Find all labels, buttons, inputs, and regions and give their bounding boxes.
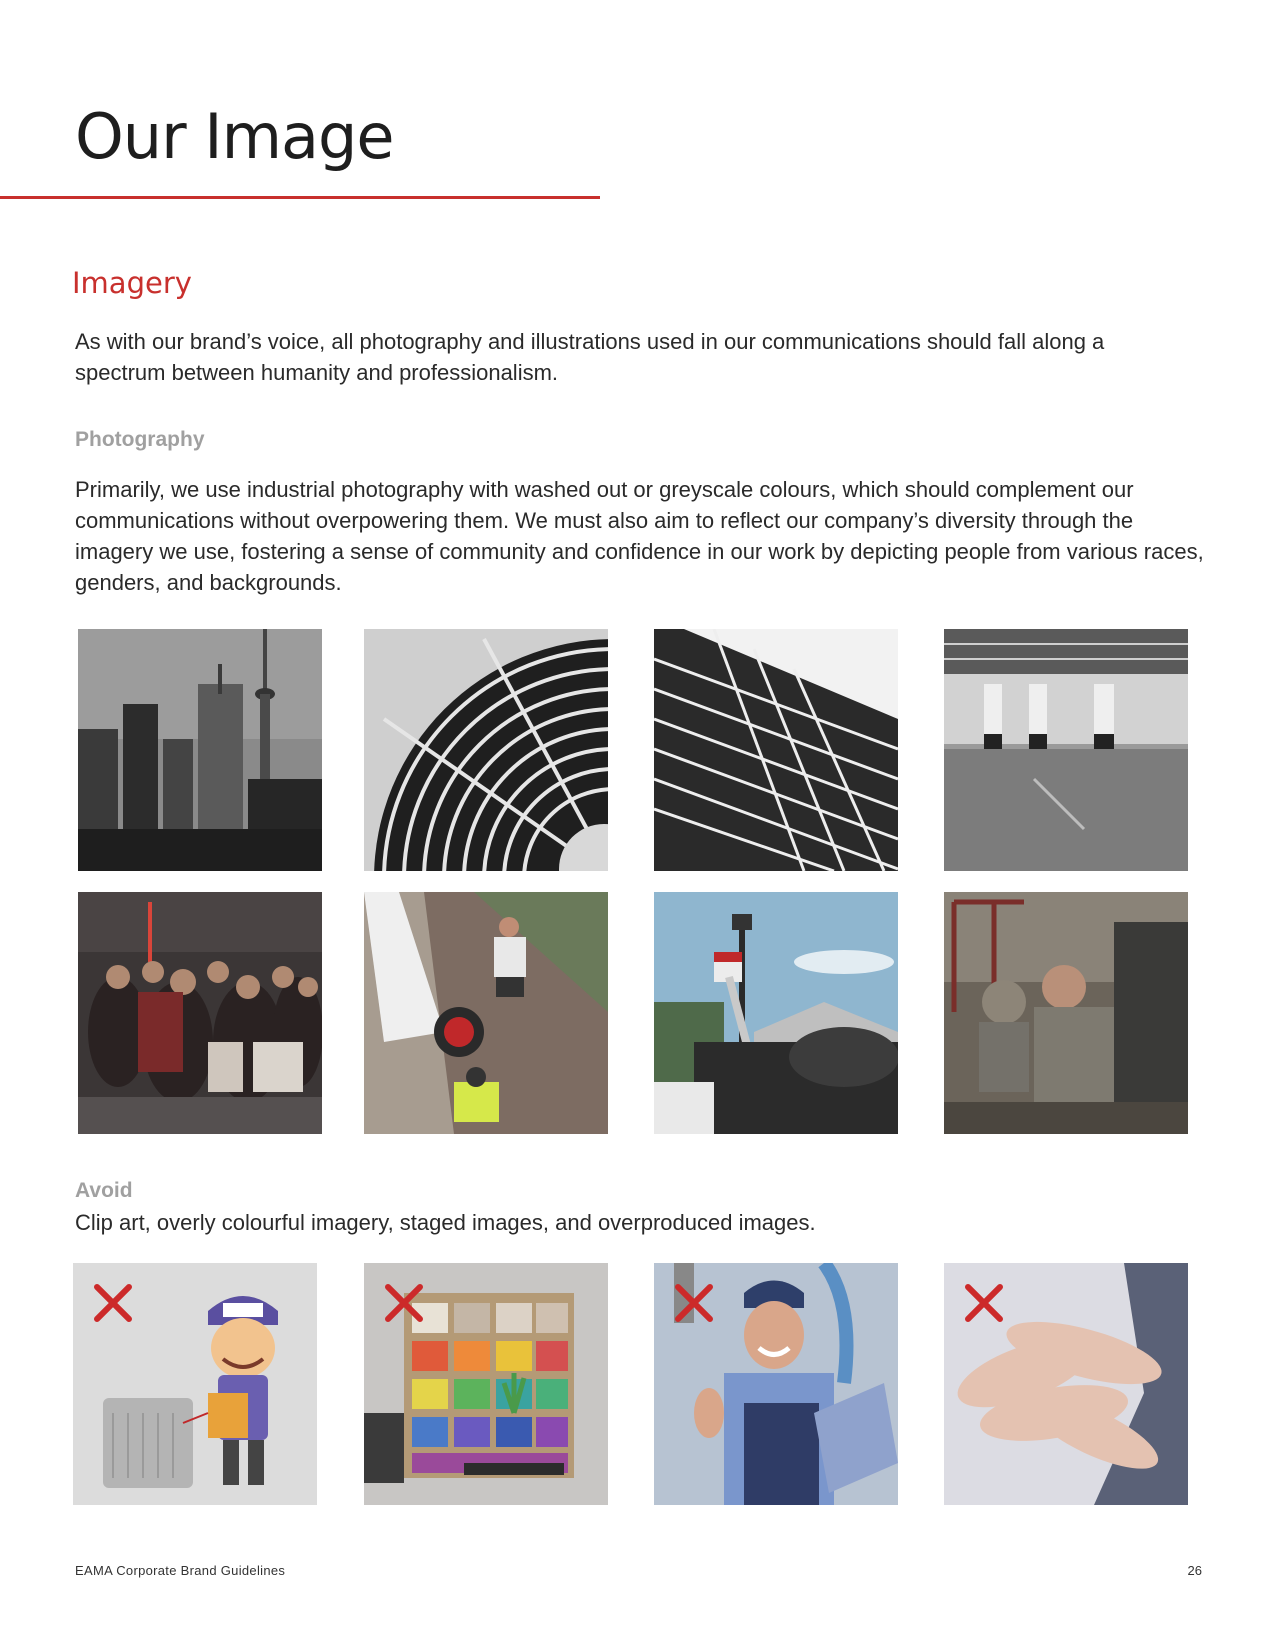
- avoid-x-icon: [382, 1281, 426, 1325]
- subheading-photography: Photography: [75, 428, 205, 451]
- imagery-intro-text: As with our brand’s voice, all photography and illustrations used in our communications should fall along a spectrum between humanity and professionalism.: [75, 329, 1105, 385]
- footer-document-name: EAMA Corporate Brand Guidelines: [75, 1563, 286, 1578]
- page-number: 26: [1187, 1563, 1202, 1578]
- photo-fan-grille: [364, 629, 608, 871]
- avoid-image-colourful-bookshelf: [364, 1263, 608, 1505]
- avoid-image-staged-worker: [654, 1263, 898, 1505]
- photo-technicians-panel: [944, 892, 1188, 1134]
- photo-worker-aerial: [364, 892, 608, 1134]
- page-title: Our Image: [75, 100, 394, 173]
- photo-team-group: [78, 892, 322, 1134]
- photo-city-skyline: [78, 629, 322, 871]
- photo-utility-truck: [654, 892, 898, 1134]
- section-heading-imagery: Imagery: [72, 266, 192, 300]
- photo-parking-garage: [944, 629, 1188, 871]
- avoid-x-icon: [672, 1281, 716, 1325]
- subheading-avoid: Avoid: [75, 1179, 133, 1202]
- title-underline: [0, 196, 600, 199]
- photography-body-text: Primarily, we use industrial photography with washed out or greyscale colours, which should complement our communications without overpowering them. We must also aim to reflect our company’s diversity through the imagery we use, fostering a sense of community and confidence in our work by depicting people from various races, genders, and backgrounds.: [75, 477, 1204, 595]
- avoid-body-text: Clip art, overly colourful imagery, staged images, and overproduced images.: [75, 1210, 816, 1235]
- avoid-x-icon: [91, 1281, 135, 1325]
- avoid-x-icon: [962, 1281, 1006, 1325]
- avoid-image-clip-art: [73, 1263, 317, 1505]
- photo-building-facade: [654, 629, 898, 871]
- avoid-image-overproduced-hands: [944, 1263, 1188, 1505]
